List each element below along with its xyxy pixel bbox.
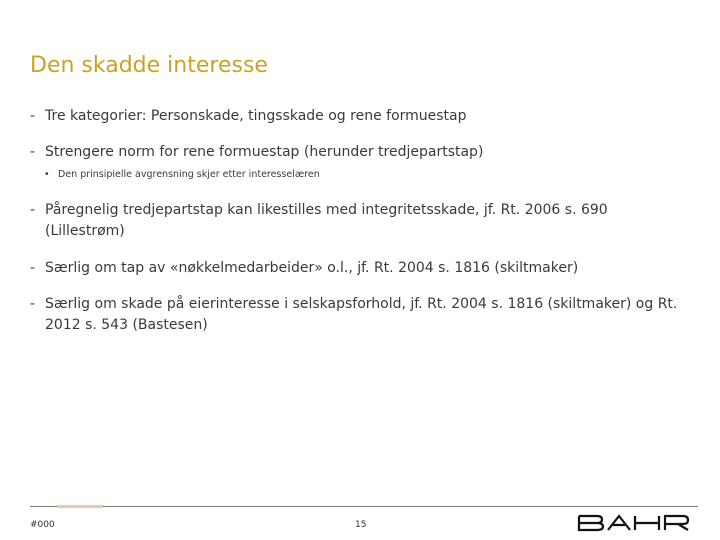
bullet-text: Påregnelig tredjepartstap kan likestilles med integritetsskade, jf. Rt. 2006 s. 690 (Lillestrøm) [45, 202, 608, 239]
sub-bullet-marker: • [44, 169, 50, 180]
bullet-marker: - [30, 296, 36, 312]
slide-title: Den skadde interesse [30, 53, 268, 78]
footer-code: #000 [30, 520, 55, 530]
sub-bullet-text: Den prinsipielle avgrensning skjer etter interesselæren [58, 169, 320, 180]
bullet-item [30, 294, 690, 336]
bullet-marker: - [30, 202, 36, 218]
bahr-logo [577, 514, 690, 532]
bullet-text: Særlig om tap av «nøkkelmedarbeider» o.l., jf. Rt. 2004 s. 1816 (skiltmaker) [45, 260, 579, 276]
bullet-item [30, 142, 690, 163]
bullet-marker: - [30, 144, 36, 160]
bullet-item [30, 258, 690, 279]
page-number: 15 [355, 520, 367, 530]
bullet-text: Strengere norm for rene formuestap (herunder tredjepartstap) [45, 144, 484, 160]
footer-accent-bar [57, 505, 103, 508]
bullet-text: Tre kategorier: Personskade, tingsskade og rene formuestap [45, 108, 467, 124]
footer-divider [30, 506, 698, 507]
sub-bullet-item [44, 168, 644, 182]
bullet-item [30, 200, 690, 242]
bullet-marker: - [30, 108, 36, 124]
bullet-text: Særlig om skade på eierinteresse i selskapsforhold, jf. Rt. 2004 s. 1816 (skiltmaker) og Rt. 2012 s. 543 (Bastesen) [45, 296, 678, 333]
bullet-item [30, 106, 690, 127]
bullet-marker: - [30, 260, 36, 276]
